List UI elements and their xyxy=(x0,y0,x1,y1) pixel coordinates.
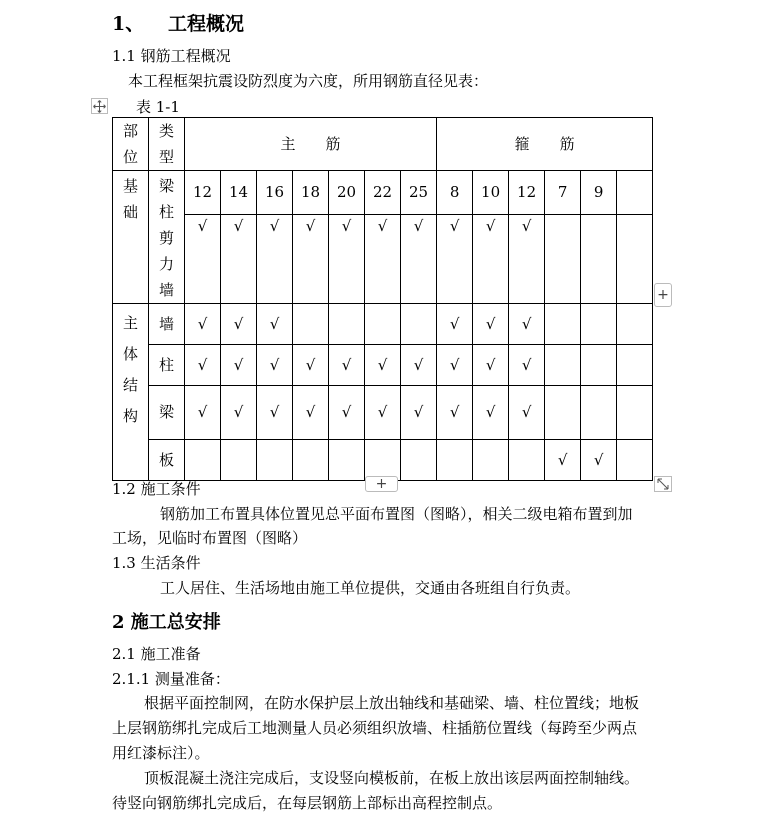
check-mark: √ xyxy=(413,403,424,421)
check-cell xyxy=(257,304,293,345)
check-cell xyxy=(185,440,221,481)
check-mark: √ xyxy=(269,314,280,333)
check-cell xyxy=(509,386,545,440)
check-cell xyxy=(221,345,257,386)
check-cell xyxy=(545,440,581,481)
check-cell xyxy=(617,440,653,481)
check-mark: √ xyxy=(449,403,460,421)
check-mark: √ xyxy=(593,450,604,469)
diameter-cell: 25 xyxy=(401,171,437,215)
diameter-cell: 12 xyxy=(509,171,545,215)
check-cell xyxy=(473,386,509,440)
diameter-cell: 16 xyxy=(257,171,293,215)
check-cell xyxy=(401,440,437,481)
check-mark: √ xyxy=(269,403,280,421)
check-cell xyxy=(293,345,329,386)
table-caption: 表 1-1 xyxy=(136,98,180,116)
check-cell xyxy=(185,304,221,345)
paragraph-2-1-1-b-line1: 顶板混凝土浇注完成后，支设竖向模板前，在板上放出该层两面控制轴线。 xyxy=(144,769,640,787)
table-resize-icon[interactable] xyxy=(654,476,672,492)
diameter-cell: 8 xyxy=(437,171,473,215)
paragraph-2-1-1-a-line3: 用红漆标注）。 xyxy=(112,744,210,762)
diameter-cell: 22 xyxy=(365,171,401,215)
check-mark: √ xyxy=(413,355,424,374)
check-cell xyxy=(401,345,437,386)
check-cell xyxy=(329,345,365,386)
check-mark: √ xyxy=(377,355,388,374)
check-cell xyxy=(401,304,437,345)
paragraph-1-2-line2: 工场，见临时布置图（图略） xyxy=(112,529,308,547)
check-mark: √ xyxy=(485,403,496,421)
table-row xyxy=(113,345,653,386)
check-cell xyxy=(221,214,257,303)
check-cell xyxy=(293,440,329,481)
check-mark: √ xyxy=(485,355,496,374)
check-mark: √ xyxy=(197,216,208,235)
type-cell: 柱 xyxy=(149,345,185,386)
table-move-handle-icon[interactable] xyxy=(91,98,108,114)
table-row xyxy=(113,440,653,481)
diameter-cell: 9 xyxy=(581,171,617,215)
check-cell xyxy=(257,440,293,481)
check-cell xyxy=(257,386,293,440)
check-mark: √ xyxy=(557,450,568,469)
check-cell xyxy=(509,304,545,345)
check-cell xyxy=(437,304,473,345)
check-cell xyxy=(617,345,653,386)
check-cell xyxy=(185,386,221,440)
check-cell xyxy=(401,386,437,440)
check-mark: √ xyxy=(305,403,316,421)
table-row xyxy=(113,386,653,440)
check-mark: √ xyxy=(269,355,280,374)
subsection-title-2-1-1: 2.1.1 测量准备： xyxy=(112,670,230,688)
check-mark: √ xyxy=(305,355,316,374)
check-cell xyxy=(473,345,509,386)
paragraph-2-1-1-a-line1: 根据平面控制网，在防水保护层上放出轴线和基础梁、墙、柱位置线；地板 xyxy=(144,694,640,712)
type-cell: 墙 xyxy=(149,304,185,345)
check-cell xyxy=(401,214,437,303)
subsection-title-1-2: 1.2 施工条件 xyxy=(112,480,201,498)
check-cell xyxy=(329,386,365,440)
heading-number: 1、 xyxy=(112,13,145,35)
type-cell: 梁 xyxy=(149,386,185,440)
check-mark: √ xyxy=(233,314,244,333)
check-cell xyxy=(221,304,257,345)
check-cell xyxy=(365,440,401,481)
check-mark: √ xyxy=(377,216,388,235)
check-mark: √ xyxy=(233,216,244,235)
part-cell: 基础 xyxy=(113,171,149,304)
header-type: 类型 xyxy=(149,118,185,171)
diameter-cell: 18 xyxy=(293,171,329,215)
check-mark: √ xyxy=(485,216,496,235)
check-mark: √ xyxy=(449,216,460,235)
check-mark: √ xyxy=(449,314,460,333)
check-cell xyxy=(293,214,329,303)
part-cell: 主体结构 xyxy=(113,304,149,481)
check-mark: √ xyxy=(521,355,532,374)
check-cell xyxy=(365,386,401,440)
diameter-row xyxy=(113,171,653,215)
diameter-cell: 20 xyxy=(329,171,365,215)
check-cell xyxy=(329,214,365,303)
check-cell xyxy=(293,304,329,345)
check-cell xyxy=(545,214,581,303)
check-mark: √ xyxy=(305,216,316,235)
header-part: 部位 xyxy=(113,118,149,171)
section-heading-2: 2 施工总安排 xyxy=(112,612,221,633)
check-cell xyxy=(185,214,221,303)
diameter-cell: 14 xyxy=(221,171,257,215)
add-row-button[interactable]: + xyxy=(365,476,398,492)
check-mark: √ xyxy=(485,314,496,333)
check-cell xyxy=(617,304,653,345)
rebar-diameter-table xyxy=(112,117,653,481)
check-mark: √ xyxy=(233,403,244,421)
check-cell xyxy=(257,214,293,303)
check-mark: √ xyxy=(521,216,532,235)
diameter-cell xyxy=(617,171,653,215)
check-mark: √ xyxy=(413,216,424,235)
check-mark: √ xyxy=(521,314,532,333)
check-cell xyxy=(509,345,545,386)
check-cell xyxy=(221,386,257,440)
check-mark: √ xyxy=(377,403,388,421)
check-cell xyxy=(581,386,617,440)
check-cell xyxy=(617,386,653,440)
check-mark: √ xyxy=(341,355,352,374)
check-cell xyxy=(365,345,401,386)
check-cell xyxy=(509,214,545,303)
subsection-title-1-1: 1.1 钢筋工程概况 xyxy=(112,47,231,65)
check-cell xyxy=(473,214,509,303)
table-row xyxy=(113,214,653,303)
check-cell xyxy=(509,440,545,481)
check-cell xyxy=(545,386,581,440)
check-mark: √ xyxy=(521,403,532,421)
check-mark: √ xyxy=(341,216,352,235)
check-cell xyxy=(365,214,401,303)
paragraph-1-3: 工人居住、生活场地由施工单位提供，交通由各班组自行负责。 xyxy=(160,579,581,597)
subsection-title-1-3: 1.3 生活条件 xyxy=(112,554,201,572)
check-mark: √ xyxy=(269,216,280,235)
check-cell xyxy=(473,304,509,345)
section-heading-1 xyxy=(112,9,244,36)
check-cell xyxy=(293,386,329,440)
check-cell xyxy=(581,304,617,345)
check-cell xyxy=(221,440,257,481)
check-cell xyxy=(437,386,473,440)
check-cell xyxy=(581,440,617,481)
type-cell: 板 xyxy=(149,440,185,481)
check-cell xyxy=(437,214,473,303)
header-stirrups: 箍 筋 xyxy=(437,118,653,171)
header-main-bars: 主 筋 xyxy=(185,118,437,171)
check-mark: √ xyxy=(449,355,460,374)
paragraph-1-2-line1: 钢筋加工布置具体位置见总平面布置图（图略），相关二级电箱布置到加 xyxy=(160,505,633,523)
check-mark: √ xyxy=(233,355,244,374)
diameter-cell: 7 xyxy=(545,171,581,215)
check-cell xyxy=(257,345,293,386)
check-cell xyxy=(185,345,221,386)
check-mark: √ xyxy=(197,314,208,333)
paragraph-2-1-1-b-line2: 待竖向钢筋绑扎完成后，在每层钢筋上部标出高程控制点。 xyxy=(112,794,503,812)
check-mark: √ xyxy=(197,355,208,374)
check-cell xyxy=(617,214,653,303)
check-mark: √ xyxy=(197,403,208,421)
check-cell xyxy=(545,345,581,386)
diameter-cell: 12 xyxy=(185,171,221,215)
check-cell xyxy=(437,440,473,481)
paragraph-2-1-1-a-line2: 上层钢筋绑扎完成后工地测量人员必须组织放墙、柱插筋位置线（每跨至少两点 xyxy=(112,719,638,737)
check-cell xyxy=(365,304,401,345)
subsection-title-2-1: 2.1 施工准备 xyxy=(112,645,201,663)
check-cell xyxy=(329,440,365,481)
check-cell xyxy=(437,345,473,386)
check-mark: √ xyxy=(341,403,352,421)
check-cell xyxy=(581,214,617,303)
add-column-button[interactable]: + xyxy=(654,283,672,307)
check-cell xyxy=(581,345,617,386)
type-cell: 梁柱剪力墙 xyxy=(149,171,185,304)
check-cell xyxy=(473,440,509,481)
heading-title: 工程概况 xyxy=(168,13,245,35)
table-row xyxy=(113,304,653,345)
check-cell xyxy=(545,304,581,345)
diameter-cell: 10 xyxy=(473,171,509,215)
paragraph-1-1: 本工程框架抗震设防烈度为六度，所用钢筋直径见表： xyxy=(128,72,489,90)
check-cell xyxy=(329,304,365,345)
